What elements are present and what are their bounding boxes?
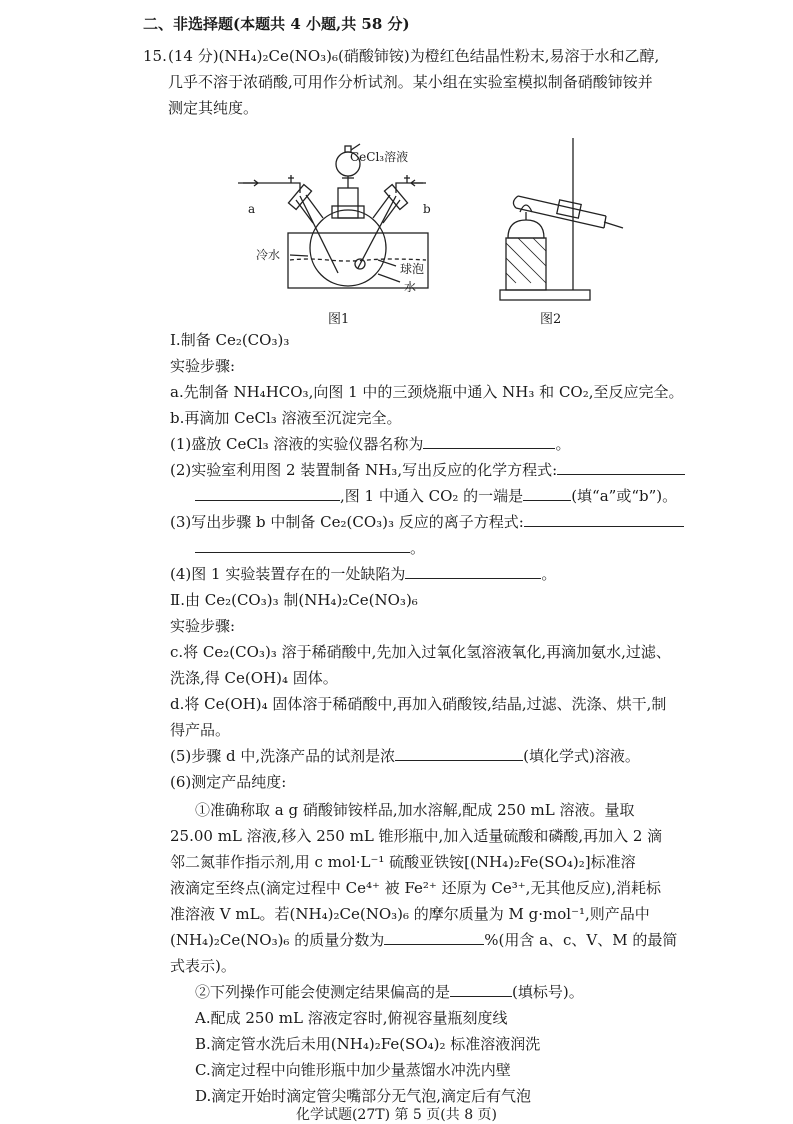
- q2-text: (2)实验室利用图 2 装置制备 NH₃,写出反应的化学方程式:: [170, 461, 558, 479]
- alcohol-lamp: [508, 220, 544, 238]
- q6-part1-line6: [170, 930, 677, 950]
- q15-intro-line1: (14 分)(NH₄)₂Ce(NO₃)₆(硝酸铈铵)为橙红色结晶性粉末,易溶于水和乙醇,: [168, 47, 660, 65]
- q6-part1-line7: 式表示)。: [170, 957, 236, 975]
- q6-part1-line4: 液滴定至终点(滴定过程中 Ce⁴⁺ 被 Fe²⁺ 还原为 Ce³⁺,无其他反应),消耗标: [170, 879, 662, 897]
- question-number: 15.: [143, 47, 167, 65]
- option-d: D.滴定开始时滴定管尖嘴部分无气泡,滴定后有气泡: [195, 1087, 532, 1105]
- option-b: B.滴定管水洗后未用(NH₄)₂Fe(SO₄)₂ 标准溶液润洗: [195, 1035, 541, 1053]
- answer-blank-2b[interactable]: [195, 486, 340, 501]
- step-c-line1: c.将 Ce₂(CO₃)₃ 溶于稀硝酸中,先加入过氧化氢溶液氧化,再滴加氨水,过滤、: [170, 643, 671, 661]
- test-tube: [518, 196, 606, 216]
- q4-text: (4)图 1 实验装置存在的一处缺陷为: [170, 565, 406, 583]
- q2-text-2: ,图 1 中通入 CO₂ 的一端是: [340, 487, 524, 505]
- page-footer: 化学试题(27T) 第 5 页(共 8 页): [295, 1107, 498, 1123]
- answer-blank-6a[interactable]: [384, 930, 484, 945]
- q15-intro-line3: 测定其纯度。: [168, 99, 259, 117]
- bulb-label: 球泡: [400, 262, 425, 276]
- steps-label-2: 实验步骤:: [170, 617, 236, 635]
- answer-blank-3a[interactable]: [524, 512, 684, 527]
- q6-part2: [195, 982, 584, 1002]
- question-4: [170, 564, 556, 584]
- question-3-line2: [195, 538, 425, 558]
- q6-1-text: (NH₄)₂Ce(NO₃)₆ 的质量分数为: [170, 931, 385, 949]
- q2-end: (填“a”或“b”)。: [571, 487, 678, 505]
- section-title: 二、非选择题(本题共 4 小题,共 58 分): [143, 15, 410, 33]
- step-d-line2: 得产品。: [170, 721, 231, 739]
- q1-text: (1)盛放 CeCl₃ 溶液的实验仪器名称为: [170, 435, 424, 453]
- water-label: 水: [404, 280, 417, 294]
- q6-part1-line1: ①准确称取 a g 硝酸铈铵样品,加水溶解,配成 250 mL 溶液。量取: [195, 801, 635, 819]
- q5-text: (5)步骤 d 中,洗涤产品的试剂是浓: [170, 747, 396, 765]
- cold-water-label: 冷水: [256, 248, 281, 262]
- part2-title: Ⅱ.由 Ce₂(CO₃)₃ 制(NH₄)₂Ce(NO₃)₆: [170, 591, 418, 609]
- answer-blank-6b[interactable]: [450, 982, 512, 997]
- option-a: A.配成 250 mL 溶液定容时,俯视容量瓶刻度线: [195, 1009, 508, 1027]
- q4-end: 。: [541, 565, 557, 583]
- answer-blank-1[interactable]: [423, 434, 555, 449]
- step-d-line1: d.将 Ce(OH)₄ 固体溶于稀硝酸中,再加入硝酸铵,结晶,过滤、洗涤、烘干,制: [170, 695, 667, 713]
- question-5: [170, 746, 640, 766]
- q6-part1-line3: 邻二氮菲作指示剂,用 c mol·L⁻¹ 硫酸亚铁铵[(NH₄)₂Fe(SO₄)₂]标准溶: [170, 853, 636, 871]
- step-a: a.先制备 NH₄HCO₃,向图 1 中的三颈烧瓶中通入 NH₃ 和 CO₂,至反应完全。: [170, 383, 684, 401]
- q6-2-end: (填标号)。: [512, 983, 584, 1001]
- q1-end: 。: [555, 435, 571, 453]
- answer-blank-2a[interactable]: [557, 460, 685, 475]
- q5-end: (填化学式)溶液。: [523, 747, 640, 765]
- figures-area: [228, 138, 628, 328]
- option-c: C.滴定过程中向锥形瓶中加少量蒸馏水冲洗内壁: [195, 1061, 511, 1079]
- question-2-line1: [170, 460, 685, 480]
- q3-end: 。: [410, 539, 426, 557]
- q3-text: (3)写出步骤 b 中制备 Ce₂(CO₃)₃ 反应的离子方程式:: [170, 513, 524, 531]
- question-3-line1: [170, 512, 684, 532]
- steps-label-1: 实验步骤:: [170, 357, 236, 375]
- step-b: b.再滴加 CeCl₃ 溶液至沉淀完全。: [170, 409, 402, 427]
- iron-stand-base: [500, 290, 590, 300]
- three-neck-flask: [310, 210, 386, 286]
- inlet-a-label: a: [248, 202, 256, 216]
- answer-blank-3b[interactable]: [195, 538, 410, 553]
- part1-title: Ⅰ.制备 Ce₂(CO₃)₃: [170, 331, 290, 349]
- question-2-line2: [195, 486, 677, 506]
- step-c-line2: 洗涤,得 Ce(OH)₄ 固体。: [170, 669, 338, 687]
- apparatus-diagram: [228, 138, 628, 328]
- q15-intro-line2: 几乎不溶于浓硝酸,可用作分析试剂。某小组在实验室模拟制备硝酸铈铵并: [168, 73, 653, 91]
- q6-part1-line5: 准溶液 V mL。若(NH₄)₂Ce(NO₃)₆ 的摩尔质量为 M g·mol⁻¹,则产品中: [170, 905, 650, 923]
- answer-blank-2c[interactable]: [523, 486, 571, 501]
- answer-blank-4[interactable]: [405, 564, 541, 579]
- q6-part1-line2: 25.00 mL 溶液,移入 250 mL 锥形瓶中,加入适量硫酸和磷酸,再加入 2 滴: [170, 827, 663, 845]
- inlet-b-label: b: [423, 202, 431, 216]
- figure1-caption: 图1: [328, 312, 350, 327]
- question-6: (6)测定产品纯度:: [170, 773, 287, 791]
- question-1: [170, 434, 570, 454]
- cecl3-label: CeCl₃溶液: [350, 150, 409, 164]
- q6-1-end: %(用含 a、c、V、M 的最简: [484, 931, 678, 949]
- q6-2-text: ②下列操作可能会使测定结果偏高的是: [195, 983, 451, 1001]
- answer-blank-5[interactable]: [395, 746, 523, 761]
- figure2-caption: 图2: [540, 312, 562, 327]
